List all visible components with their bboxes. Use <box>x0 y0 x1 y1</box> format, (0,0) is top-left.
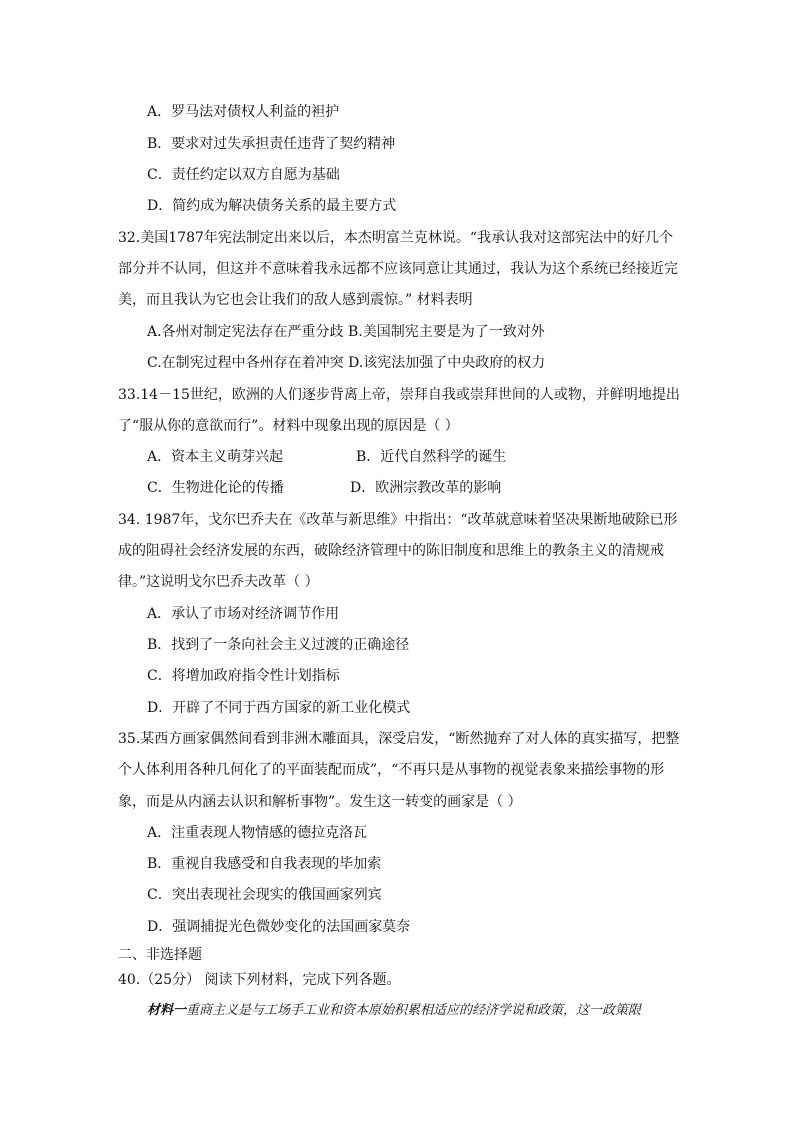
q33-option-d: D．欧洲宗教改革的影响 <box>350 480 502 496</box>
q33-option-c: C．生物进化论的传播 <box>147 480 284 496</box>
q32-options-ab: A.各州对制定宪法存在严重分歧 B.美国制宪主要是为了一致对外 <box>147 324 545 340</box>
q35-stem-line-1: 35.某西方画家偶然间看到非洲木雕面具，深受启发，“断然抛弃了对人体的真实描写，把整 <box>118 731 680 747</box>
q35-option-c: C．突出表现社会现实的俄国画家列宾 <box>147 887 382 903</box>
q35-option-b: B．重视自我感受和自我表现的毕加索 <box>147 856 382 872</box>
q33-options-row-2 <box>147 478 502 498</box>
q32-options-cd: C.在制宪过程中各州存在着冲突 D.该宪法加强了中央政府的权力 <box>147 355 546 371</box>
q34-option-b: B．找到了一条向社会主义过渡的正确途径 <box>147 637 410 653</box>
q34-stem-line-1: 34. 1987年，戈尔巴乔夫在《改革与新思维》中指出：“改革就意味着坚决果断地破除已形 <box>118 512 678 528</box>
q34-stem-line-3: 律。”这说明戈尔巴乔夫改革（ ） <box>118 574 319 590</box>
q35-stem-line-2: 个人体利用各种几何化了的平面装配而成”，“不再只是从事物的视觉表象来描绘事物的形 <box>118 762 665 778</box>
section-title: 二、非选择题 <box>118 947 202 963</box>
q31-option-a: A．罗马法对债权人利益的袒护 <box>147 104 340 120</box>
q31-option-b: B．要求对过失承担责任违背了契约精神 <box>147 136 396 152</box>
q33-option-b: B．近代自然科学的诞生 <box>356 449 507 465</box>
q33-option-a: A．资本主义萌芽兴起 <box>147 449 284 465</box>
q33-stem-line-1: 33.14－15世纪，欧洲的人们逐步背离上帝，崇拜自我或崇拜世间的人或物，并鲜明地提出 <box>118 387 680 403</box>
q35-option-a: A．注重表现人物情感的德拉克洛瓦 <box>147 825 368 841</box>
q31-option-c: C．责任约定以双方自愿为基础 <box>147 167 340 183</box>
material-text: 重商主义是与工场手工业和资本原始积累相适应的经济学说和政策，这一政策限 <box>186 1003 642 1018</box>
q33-options-row-1 <box>147 447 507 467</box>
q35-option-d: D．强调捕捉光色微妙变化的法国画家莫奈 <box>147 919 411 935</box>
q32-stem-line-1: 32.美国1787年宪法制定出来以后，本杰明富兰克林说。“我承认我对这部宪法中的好几个 <box>118 230 674 246</box>
q34-option-c: C．将增加政府指令性计划指标 <box>147 668 340 684</box>
q32-stem-line-2: 部分并不认同，但这并不意味着我永远都不应该同意让其通过，我认为这个系统已经接近完 <box>118 261 678 277</box>
q40-stem: 40.（25分） 阅读下列材料，完成下列各题。 <box>118 972 401 988</box>
q35-stem-line-3: 象，而是从内涵去认识和解析事物”。发生这一转变的画家是（ ） <box>118 794 522 810</box>
q34-option-d: D．开辟了不同于西方国家的新工业化模式 <box>147 700 411 716</box>
q31-option-d: D．简约成为解决债务关系的最主要方式 <box>147 198 397 214</box>
material-label: 材料一 <box>147 1003 187 1018</box>
q34-stem-line-2: 成的阻碍社会经济发展的东西，破除经济管理中的陈旧制度和思维上的教条主义的清规戒 <box>118 543 664 559</box>
q34-option-a: A．承认了市场对经济调节作用 <box>147 606 340 622</box>
q32-stem-line-3: 美，而且我认为它也会让我们的敌人感到震惊。” 材料表明 <box>118 292 473 308</box>
q40-material-line <box>147 1001 641 1021</box>
q33-stem-line-2: 了“服从你的意欲而行”。材料中现象出现的原因是（ ） <box>118 418 459 434</box>
